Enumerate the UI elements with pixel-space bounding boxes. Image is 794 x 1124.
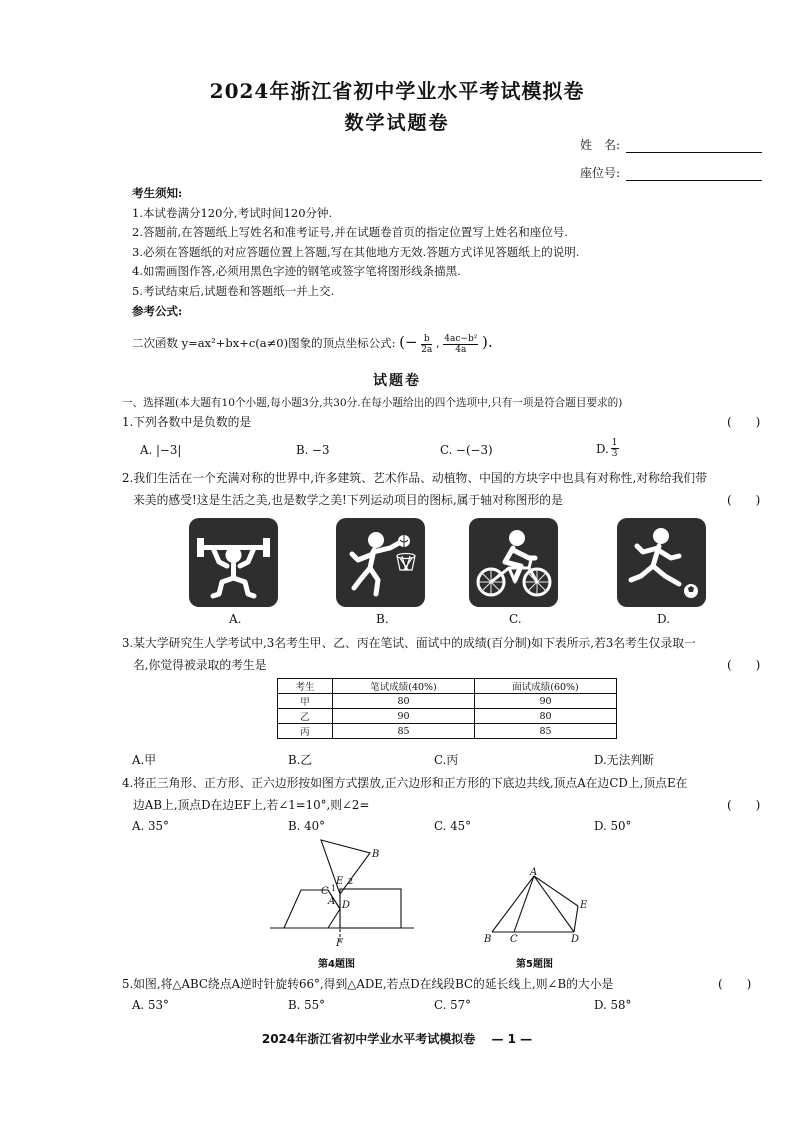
answer-bracket-1[interactable]: ( ): [727, 415, 761, 429]
label-e: E: [580, 900, 588, 911]
q3-option-c[interactable]: C.丙: [434, 753, 459, 767]
table-row: [278, 724, 617, 739]
label-angle-1: 1: [331, 884, 337, 893]
table-header: 面试成绩(60%): [475, 679, 617, 694]
vertex-formula: 二次函数 y=ax²+bx+c(a≠0)图象的顶点坐标公式: (− $\frac{b}{2a}$ , $\frac{\text{4ac−b²}}{4a}$ ).: [132, 333, 493, 355]
figure-4-caption: 第4题图: [318, 959, 355, 970]
q2-option-c[interactable]: C.: [509, 612, 522, 626]
name-field[interactable]: [580, 136, 762, 153]
formula-open: (−: [399, 333, 418, 351]
table-cell: 85: [475, 724, 617, 739]
table-cell: 90: [475, 694, 617, 709]
q1-option-d[interactable]: D. $\frac{1}{3}$: [596, 438, 618, 459]
table-header-row: [278, 679, 617, 694]
table-cell: 乙: [278, 709, 333, 724]
seat-label: 座位号:: [580, 166, 621, 180]
q5-option-c[interactable]: C. 57°: [434, 998, 472, 1012]
segment-ab: [492, 876, 534, 932]
q4-option-b[interactable]: B. 40°: [288, 819, 326, 833]
fraction: $\frac{1}{3}$: [611, 438, 618, 459]
notice-item: 5.考试结束后,试题卷和答题纸一并上交.: [132, 283, 335, 298]
question-1: 1.下列各数中是负数的是: [122, 415, 252, 429]
score-table: [277, 678, 617, 739]
formula-prefix: 二次函数 y=ax²+bx+c(a≠0)图象的顶点坐标公式:: [132, 336, 396, 350]
section-title: 试题卷: [373, 373, 421, 389]
footer-text: 2024年浙江省初中学业水平考试模拟卷: [261, 1032, 476, 1046]
notice-heading: 考生须知:: [132, 186, 183, 200]
label-e: E: [336, 876, 344, 887]
fraction: $\frac{b}{2a}$: [421, 333, 433, 355]
notice-item: 2.答题前,在答题纸上写姓名和准考证号,并在试题卷首页的指定位置写上姓名和座位号.: [132, 225, 568, 240]
table-row: [278, 694, 617, 709]
question-3-line1: 3.某大学研究生人学考试中,3名考生甲、乙、丙在笔试、面试中的成绩(百分制)如下表所示,若3名考生仅录取一: [122, 636, 696, 650]
table-cell: 90: [333, 709, 475, 724]
question-2-line2: 来美的感受!这是生活之美,也是数学之美!下列运动项目的图标,属于轴对称图形的是: [133, 493, 563, 507]
notice-block: [132, 184, 579, 321]
label-angle-2: 2: [348, 877, 354, 886]
answer-bracket-5[interactable]: ( ): [718, 977, 752, 991]
segment-ac: [514, 876, 534, 932]
seat-blank[interactable]: [626, 168, 762, 181]
label-a: A: [328, 896, 336, 907]
table-cell: 丙: [278, 724, 333, 739]
q4-option-d[interactable]: D. 50°: [594, 819, 632, 833]
label-f: F: [336, 938, 343, 948]
answer-bracket-2[interactable]: ( ): [727, 493, 761, 507]
table-cell: 80: [475, 709, 617, 724]
table-header: 笔试成绩(40%): [333, 679, 475, 694]
label-c: C: [510, 934, 518, 945]
figure-5: [478, 866, 594, 948]
weightlifting-icon[interactable]: [189, 518, 278, 607]
q2-option-a[interactable]: A.: [229, 612, 242, 626]
table-cell: 甲: [278, 694, 333, 709]
q4-option-c[interactable]: C. 45°: [434, 819, 472, 833]
notice-item: 1.本试卷满分120分,考试时间120分钟.: [132, 205, 333, 220]
label-d: D: [571, 934, 580, 945]
reference-heading: 参考公式:: [132, 303, 183, 318]
q5-option-d[interactable]: D. 58°: [594, 998, 632, 1012]
name-blank[interactable]: [626, 140, 762, 153]
q3-option-a[interactable]: A.甲: [132, 753, 157, 767]
cycling-icon[interactable]: [469, 518, 558, 607]
label-d: D: [342, 900, 351, 911]
segment-ad: [534, 876, 574, 932]
formula-close: ).: [481, 333, 493, 351]
question-4-line1: 4.将正三角形、正方形、正六边形按如图方式摆放,正六边形和正方形的下底边共线,顶点A在边CD上,顶点E在: [122, 776, 688, 790]
q1-option-c[interactable]: C. −(−3): [440, 443, 493, 457]
notice-item: 3.必须在答题纸的对应答题位置上答题,写在其他地方无效.答题方式详见答题纸上的说明.: [132, 244, 580, 259]
notice-item: 4.如需画图作答,必须用黑色字迹的钢笔或签字笔将图形线条描黑.: [132, 264, 461, 279]
q2-option-b[interactable]: B.: [376, 612, 389, 626]
table-cell: 85: [333, 724, 475, 739]
segment-de: [574, 906, 578, 932]
page-subtitle: 数学试题卷: [344, 112, 450, 134]
table-header: 考生: [278, 679, 333, 694]
q2-option-d[interactable]: D.: [657, 612, 671, 626]
q3-option-b[interactable]: B.乙: [288, 753, 313, 767]
fraction: $\frac{\text{4ac−b²}}{4a}$: [444, 333, 478, 355]
question-5: 5.如图,将△ABC绕点A逆时针旋转66°,得到△ADE,若点D在线段BC的延长线上,则∠B的大小是: [122, 977, 614, 991]
part1-heading: 一、选择题(本大题有10个小题,每小题3分,共30分.在每小题给出的四个选项中,只有一项是符合题目要求的): [122, 397, 623, 409]
football-icon[interactable]: [617, 518, 706, 607]
q5-option-b[interactable]: B. 55°: [288, 998, 326, 1012]
page-number: — 1 —: [491, 1032, 533, 1046]
segment-ae: [534, 876, 578, 906]
question-3-line2: 名,你觉得被录取的考生是: [133, 658, 267, 672]
label-c: C: [321, 886, 329, 897]
basketball-icon[interactable]: [336, 518, 425, 607]
answer-bracket-4[interactable]: ( ): [727, 798, 761, 812]
figure-5-caption: 第5题图: [516, 959, 553, 970]
seat-field[interactable]: [580, 164, 762, 181]
q3-option-d[interactable]: D.无法判断: [594, 753, 654, 767]
q5-option-a[interactable]: A. 53°: [132, 998, 169, 1012]
page-title: 2024年浙江省初中学业水平考试模拟卷: [209, 79, 585, 103]
q1-option-b[interactable]: B. −3: [296, 443, 330, 457]
question-2-line1: 2.我们生活在一个充满对称的世界中,许多建筑、艺术作品、动植物、中国的方块字中也具有对称性,对称给我们带: [122, 471, 708, 485]
q1-option-a[interactable]: A. |−3|: [140, 443, 182, 457]
question-4-line2: 边AB上,顶点D在边EF上,若∠1=10°,则∠2=: [133, 798, 370, 812]
label-b: B: [372, 849, 380, 860]
figure-4: [266, 836, 426, 948]
table-row: [278, 709, 617, 724]
table-cell: 80: [333, 694, 475, 709]
page-footer: [0, 1030, 794, 1047]
name-label: 姓 名:: [580, 138, 621, 152]
answer-bracket-3[interactable]: ( ): [727, 658, 761, 672]
q4-option-a[interactable]: A. 35°: [132, 819, 169, 833]
label-b: B: [484, 934, 492, 945]
label-a: A: [530, 867, 538, 878]
